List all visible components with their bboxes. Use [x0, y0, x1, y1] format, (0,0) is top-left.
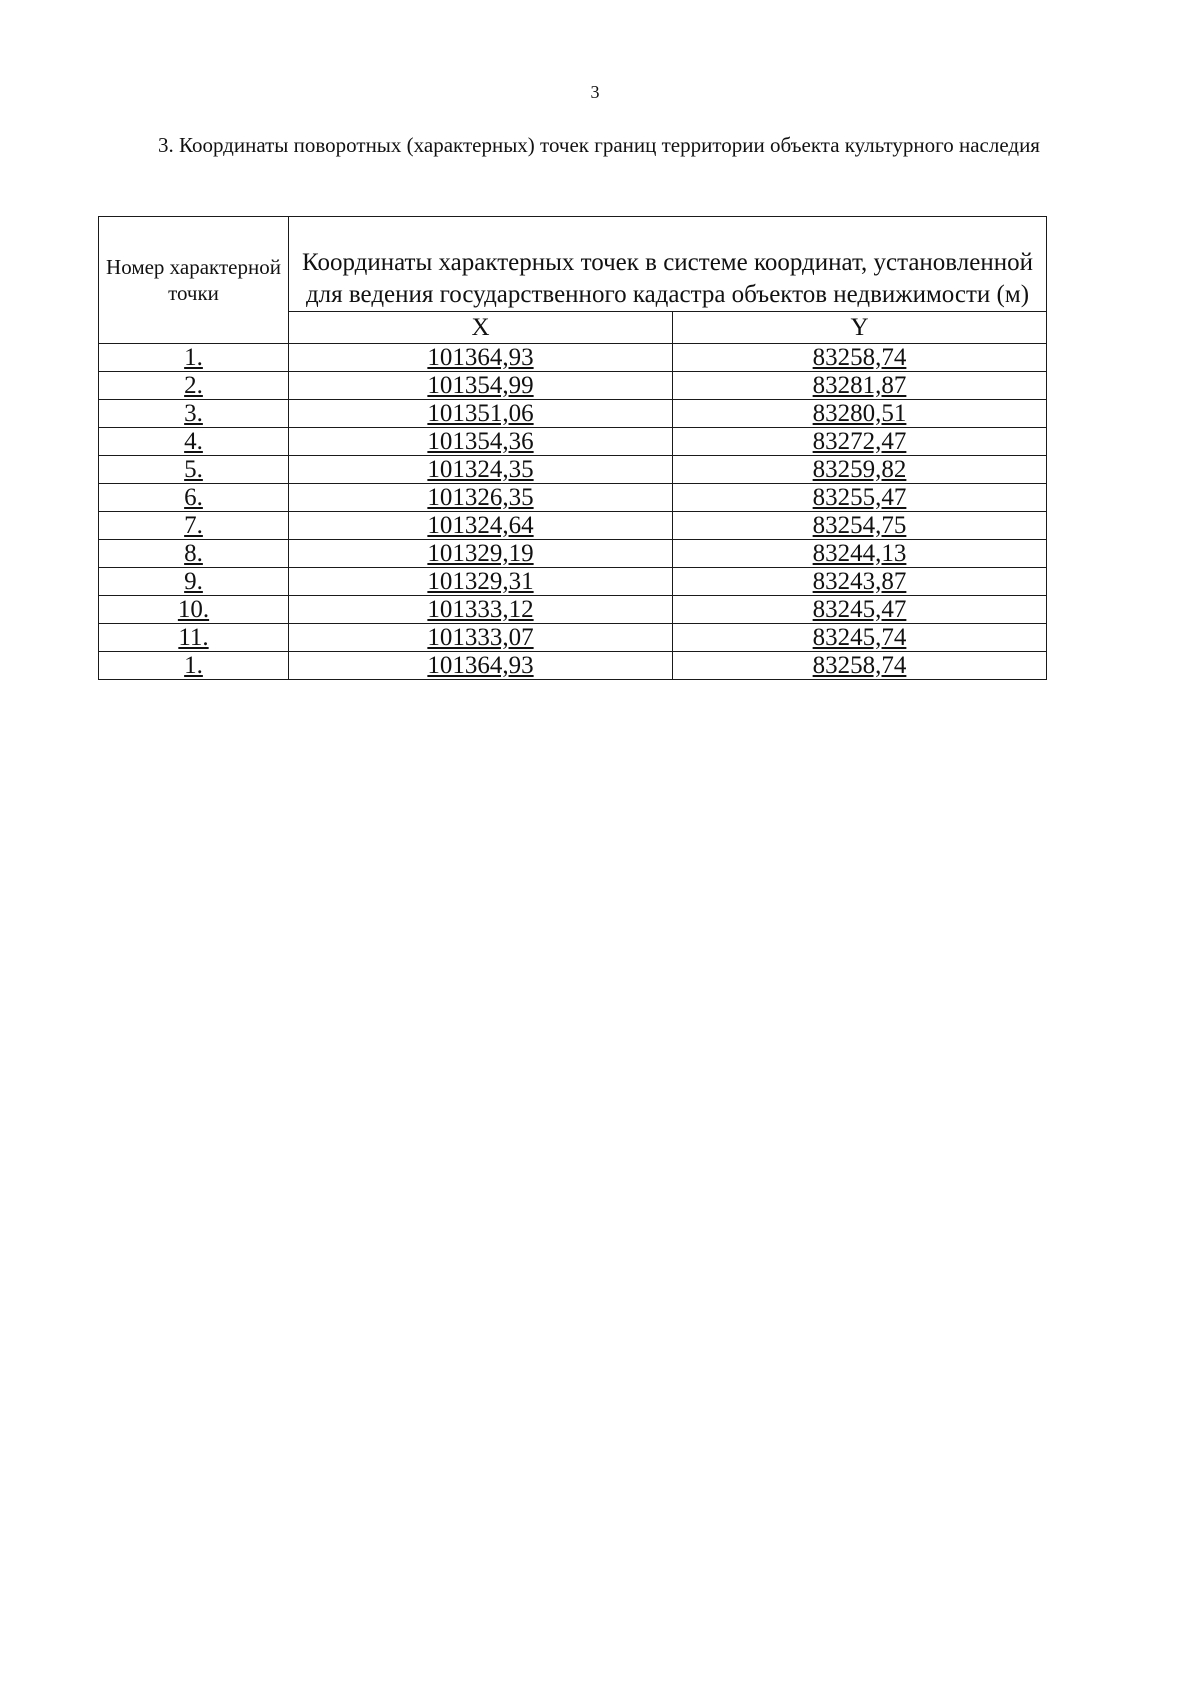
- point-number: 1.: [184, 343, 203, 371]
- table-row: [99, 568, 1047, 596]
- x-value: 101326,35: [427, 483, 534, 511]
- page-number: 3: [590, 82, 600, 102]
- point-number: 4.: [184, 427, 203, 455]
- point-number: 2.: [184, 371, 203, 399]
- x-value: 101354,36: [427, 427, 534, 455]
- y-value: 83259,82: [812, 455, 907, 483]
- point-number-cell: [99, 400, 289, 428]
- x-coordinate-cell: [289, 540, 673, 568]
- y-value: 83245,74: [812, 623, 907, 651]
- table-row: [99, 512, 1047, 540]
- table-row: [99, 344, 1047, 372]
- point-number-cell: [99, 428, 289, 456]
- point-number-cell: [99, 344, 289, 372]
- table-row: [99, 540, 1047, 568]
- point-number-cell: [99, 624, 289, 652]
- y-coordinate-cell: [673, 372, 1047, 400]
- point-number-cell: [99, 484, 289, 512]
- coordinates-rows: [99, 344, 1047, 680]
- y-header: Y: [673, 312, 1047, 344]
- point-number: 1.: [184, 651, 203, 679]
- x-coordinate-cell: [289, 372, 673, 400]
- coordinates-table: [98, 216, 1047, 680]
- y-value: 83255,47: [812, 483, 907, 511]
- table-row: [99, 456, 1047, 484]
- y-value: 83244,13: [812, 539, 907, 567]
- y-value: 83272,47: [812, 427, 907, 455]
- point-number-cell: [99, 652, 289, 680]
- y-coordinate-cell: [673, 540, 1047, 568]
- point-number-cell: [99, 568, 289, 596]
- x-coordinate-cell: [289, 456, 673, 484]
- point-number-cell: [99, 372, 289, 400]
- x-coordinate-cell: [289, 428, 673, 456]
- coordinates-header: Координаты характерных точек в системе координат, установленной для ведения государственного кадастра объектов недвижимости (м): [289, 217, 1047, 312]
- point-number-cell: [99, 456, 289, 484]
- x-coordinate-cell: [289, 652, 673, 680]
- y-coordinate-cell: [673, 568, 1047, 596]
- point-number: 8.: [184, 539, 203, 567]
- y-value: 83245,47: [812, 595, 907, 623]
- x-coordinate-cell: [289, 400, 673, 428]
- x-header: X: [289, 312, 673, 344]
- point-number-header: Номер характерной точки: [99, 217, 289, 344]
- x-value: 101333,07: [427, 623, 534, 651]
- y-coordinate-cell: [673, 512, 1047, 540]
- point-number-cell: [99, 540, 289, 568]
- y-coordinate-cell: [673, 344, 1047, 372]
- table-row: [99, 372, 1047, 400]
- y-value: 83254,75: [812, 511, 907, 539]
- point-number: 9.: [184, 567, 203, 595]
- y-value: 83258,74: [812, 343, 907, 371]
- x-value: 101364,93: [427, 651, 534, 679]
- y-coordinate-cell: [673, 652, 1047, 680]
- table-row: [99, 400, 1047, 428]
- x-value: 101324,35: [427, 455, 534, 483]
- y-value: 83258,74: [812, 651, 907, 679]
- x-coordinate-cell: [289, 344, 673, 372]
- x-value: 101351,06: [427, 399, 534, 427]
- y-coordinate-cell: [673, 456, 1047, 484]
- table-row: [99, 484, 1047, 512]
- y-value: 83281,87: [812, 371, 907, 399]
- table-row: [99, 596, 1047, 624]
- x-value: 101333,12: [427, 595, 534, 623]
- x-value: 101364,93: [427, 343, 534, 371]
- y-coordinate-cell: [673, 428, 1047, 456]
- x-value: 101354,99: [427, 371, 534, 399]
- point-number: 11.: [178, 623, 209, 651]
- point-number: 3.: [184, 399, 203, 427]
- y-coordinate-cell: [673, 624, 1047, 652]
- point-number: 5.: [184, 455, 203, 483]
- x-coordinate-cell: [289, 624, 673, 652]
- x-value: 101324,64: [427, 511, 534, 539]
- x-coordinate-cell: [289, 568, 673, 596]
- x-coordinate-cell: [289, 484, 673, 512]
- point-number: 10.: [177, 595, 210, 623]
- point-number: 6.: [184, 483, 203, 511]
- point-number: 7.: [184, 511, 203, 539]
- table-row: [99, 624, 1047, 652]
- section-title: 3. Координаты поворотных (характерных) точек границ территории объекта культурного наследия: [158, 133, 1040, 157]
- y-coordinate-cell: [673, 400, 1047, 428]
- y-value: 83280,51: [812, 399, 907, 427]
- table-row: [99, 652, 1047, 680]
- x-value: 101329,31: [427, 567, 534, 595]
- x-value: 101329,19: [427, 539, 534, 567]
- y-coordinate-cell: [673, 484, 1047, 512]
- point-number-cell: [99, 596, 289, 624]
- x-coordinate-cell: [289, 596, 673, 624]
- y-coordinate-cell: [673, 596, 1047, 624]
- y-value: 83243,87: [812, 567, 907, 595]
- x-coordinate-cell: [289, 512, 673, 540]
- table-row: [99, 428, 1047, 456]
- point-number-cell: [99, 512, 289, 540]
